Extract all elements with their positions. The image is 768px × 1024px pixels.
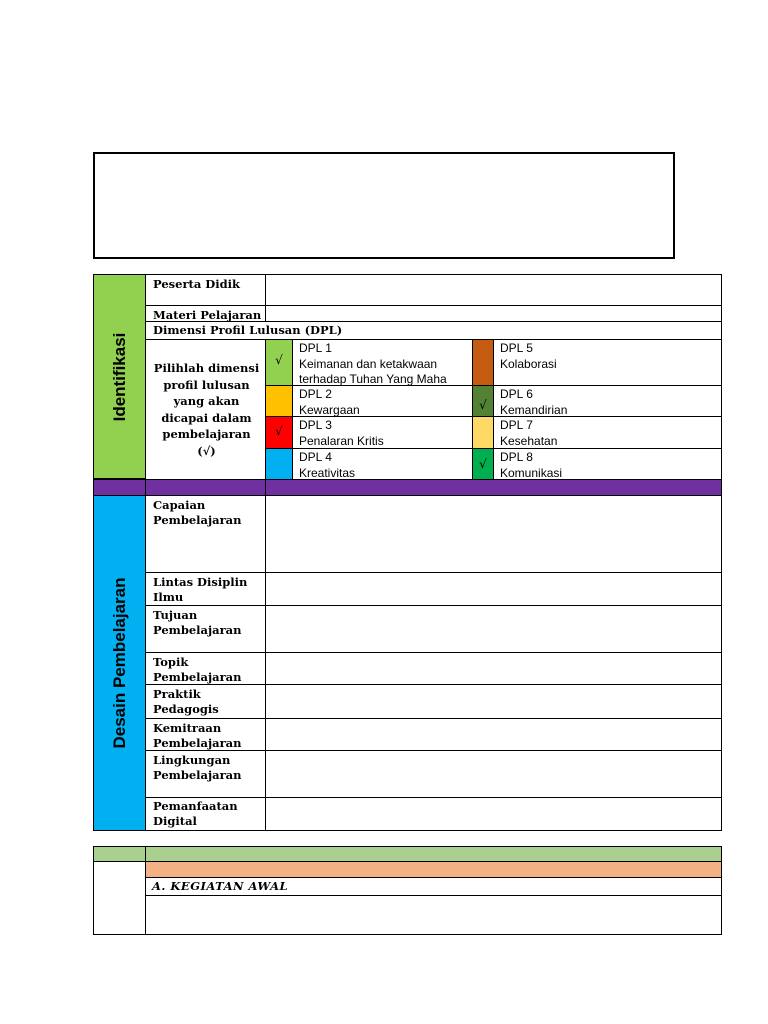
instruction-text: Pilihlah dimensi profil lulusan yang akan dicapai dalam pembelajaran (√) (153, 361, 260, 458)
separator-cell-3 (265, 479, 722, 496)
kegiatan-top-bar (145, 846, 722, 862)
header-box (93, 152, 675, 259)
capaian-label: Capaian Pembelajaran (145, 495, 266, 573)
lingkungan-field[interactable] (265, 750, 722, 798)
dpl7-code: DPL 7 (500, 418, 533, 432)
dpl6-name: Kemandirian (500, 402, 568, 417)
dpl1-check-mark: √ (275, 353, 283, 367)
kemitraan-label: Kemitraan Pembelajaran (145, 718, 266, 751)
instruction-cell (145, 339, 266, 480)
dpl3-check-mark: √ (275, 424, 283, 438)
dpl3-checkbox[interactable] (265, 416, 293, 449)
dpl3-name: Penalaran Kritis (299, 433, 384, 448)
dpl2-name: Kewargaan (299, 402, 360, 417)
dpl5-code: DPL 5 (500, 341, 533, 355)
topik-field[interactable] (265, 652, 722, 685)
dpl4-name: Kreativitas (299, 465, 356, 480)
dpl4-code: DPL 4 (299, 450, 332, 464)
dpl1-code: DPL 1 (299, 341, 332, 355)
praktik-field[interactable] (265, 684, 722, 719)
pemanfaatan-digital-field[interactable] (265, 797, 722, 831)
dpl6-check-mark: √ (479, 398, 487, 412)
capaian-field[interactable] (265, 495, 722, 573)
desain-label: Desain Pembelajaran (109, 577, 129, 749)
kegiatan-top-left (93, 846, 146, 862)
separator-cell-1 (93, 479, 146, 496)
pemanfaatan-digital-label: Pemanfaatan Digital (145, 797, 266, 831)
dpl8-code: DPL 8 (500, 450, 533, 464)
tujuan-label: Tujuan Pembelajaran (145, 605, 266, 653)
dpl3-code: DPL 3 (299, 418, 332, 432)
lintas-disiplin-field[interactable] (265, 572, 722, 606)
peserta-didik-label: Peserta Didik (145, 274, 266, 306)
dpl1-name: Keimanan dan ketakwaan terhadap Tuhan Yang Maha (299, 356, 447, 386)
desain-section (93, 495, 146, 831)
kegiatan-left-cell (93, 861, 146, 935)
lintas-disiplin-label: Lintas Disiplin Ilmu (145, 572, 266, 606)
dpl8-checkbox[interactable] (472, 448, 494, 480)
dpl5-cell (493, 339, 722, 386)
dpl5-checkbox[interactable] (472, 339, 494, 386)
dpl4-checkbox[interactable] (265, 448, 293, 480)
dpl5-name: Kolaborasi (500, 356, 557, 371)
dpl6-code: DPL 6 (500, 387, 533, 401)
dpl8-cell (493, 448, 722, 480)
kegiatan-awal-field[interactable] (145, 895, 722, 935)
dimensi-header: Dimensi Profil Lulusan (DPL) (145, 321, 722, 340)
topik-label: Topik Pembelajaran (145, 652, 266, 685)
dpl2-code: DPL 2 (299, 387, 332, 401)
kegiatan-awal-heading: A. KEGIATAN AWAL (145, 877, 722, 896)
kemitraan-field[interactable] (265, 718, 722, 751)
lingkungan-label: Lingkungan Pembelajaran (145, 750, 266, 798)
dpl3-cell (292, 416, 473, 449)
praktik-label: Praktik Pedagogis (145, 684, 266, 719)
separator-cell-2 (145, 479, 266, 496)
kegiatan-orange-bar (145, 861, 722, 878)
dpl2-cell (292, 385, 473, 417)
materi-pelajaran-field[interactable] (265, 305, 722, 322)
dpl8-check-mark: √ (479, 457, 487, 471)
dpl6-checkbox[interactable] (472, 385, 494, 417)
identifikasi-label: Identifikasi (109, 332, 129, 421)
identifikasi-section (93, 274, 146, 479)
dpl7-checkbox[interactable] (472, 416, 494, 449)
dpl4-cell (292, 448, 473, 480)
dpl6-cell (493, 385, 722, 417)
materi-pelajaran-label: Materi Pelajaran (145, 305, 266, 322)
dpl7-name: Kesehatan (500, 433, 558, 448)
dpl2-checkbox[interactable] (265, 385, 293, 417)
dpl1-checkbox[interactable] (265, 339, 293, 386)
dpl8-name: Komunikasi (500, 465, 563, 480)
peserta-didik-field[interactable] (265, 274, 722, 306)
dpl1-cell (292, 339, 473, 386)
tujuan-field[interactable] (265, 605, 722, 653)
dpl7-cell (493, 416, 722, 449)
